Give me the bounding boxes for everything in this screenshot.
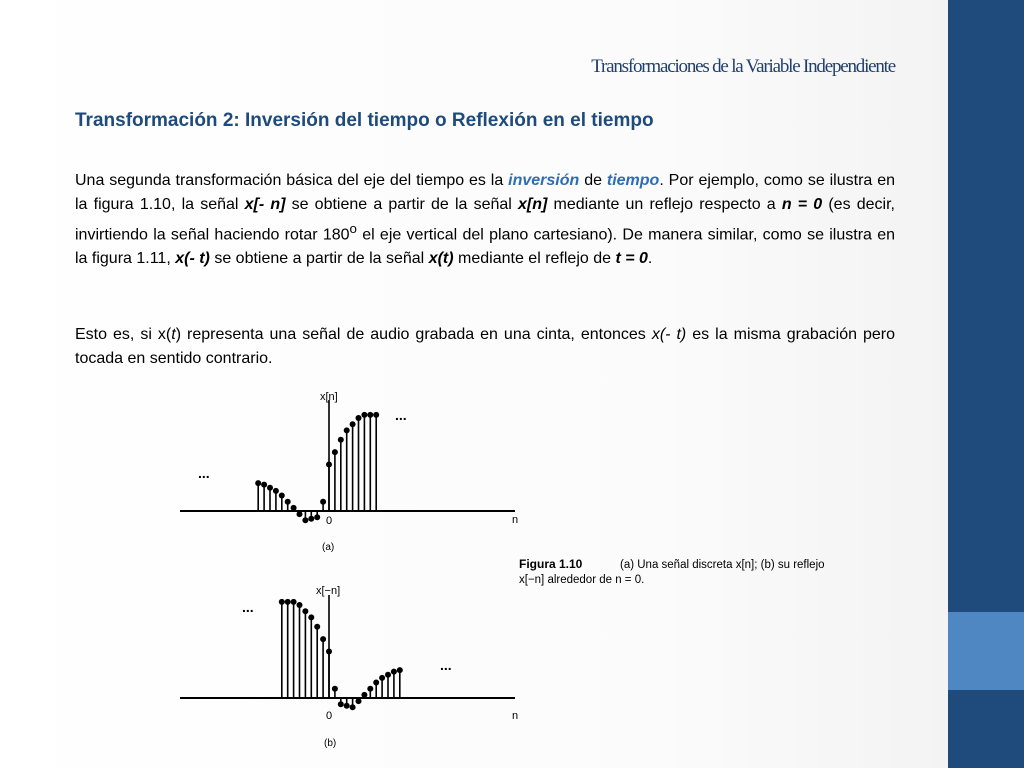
stem-point-a — [273, 488, 279, 494]
stem-point-a — [332, 449, 338, 455]
signal-term: x[n] — [518, 196, 548, 213]
stem-point-a — [320, 499, 326, 505]
stem-point-b — [291, 599, 297, 605]
stem-point-a — [308, 516, 314, 522]
stem-point-a — [356, 415, 362, 421]
stem-point-b — [326, 649, 332, 655]
stem-point-a — [350, 421, 356, 427]
stem-point-a — [361, 412, 367, 418]
y-label-a: x[n] — [320, 391, 338, 403]
stems-a — [255, 412, 379, 523]
paragraph-text: mediante un reflejo respecto a — [547, 196, 782, 213]
stem-point-b — [302, 608, 308, 614]
plot-a — [180, 391, 518, 553]
highlighted-term: inversión — [508, 172, 580, 189]
figure-caption-line-2: x[−n] alrededor de n = 0. — [519, 574, 645, 586]
stem-point-b — [350, 704, 356, 710]
stem-point-a — [291, 505, 297, 511]
paragraph-text: Esto es, si x( — [75, 326, 172, 343]
stem-point-b — [385, 672, 391, 678]
stem-point-b — [338, 701, 344, 707]
stem-point-a — [255, 480, 261, 486]
signal-term: x(t) — [428, 250, 454, 268]
signal-term: x[- n] — [244, 196, 286, 213]
stem-point-a — [373, 412, 379, 418]
origin-label-a: 0 — [326, 515, 333, 527]
figure-1-10 — [170, 380, 860, 760]
plot-b — [180, 585, 518, 749]
highlighted-term: tiempo — [606, 172, 660, 189]
panel-label-a: (a) — [322, 542, 335, 553]
stem-point-a — [302, 517, 308, 523]
paragraph-text: ) representa una señal de audio grabada en una cinta, entonces — [175, 326, 652, 343]
paragraph-text: el eje vertical del plano cartesiano). De manera similar, como se ilustra en la figura 1.11, — [75, 226, 895, 268]
slide-header-title: Transformaciones de la Variable Independiente — [591, 56, 895, 77]
stem-point-a — [338, 437, 344, 443]
italic-term: x(- t) — [651, 326, 687, 343]
sidebar-accent-middle — [948, 612, 1024, 690]
stem-point-b — [332, 686, 338, 692]
paragraph-text: se obtiene a partir de la señal — [209, 250, 429, 268]
stem-point-a — [367, 412, 373, 418]
stem-point-a — [314, 514, 320, 520]
sidebar-accent-top — [948, 0, 1024, 612]
stem-point-b — [397, 667, 403, 673]
stem-point-b — [373, 680, 379, 686]
ellipsis-left-b: ... — [242, 599, 254, 615]
stem-point-a — [285, 499, 291, 505]
paragraph-text: Una segunda transformación básica del eje del tiempo es la — [75, 172, 509, 189]
paragraph-text: es la misma grabación pero tocada en sentido contrario. — [75, 326, 896, 367]
stem-plots-svg — [170, 380, 860, 760]
stem-point-b — [285, 599, 291, 605]
paragraph-text: de — [579, 172, 607, 189]
paragraph-text: (es decir, invirtiendo la señal haciendo rotar 180 — [75, 196, 895, 244]
degree-superscript: o — [349, 221, 357, 236]
section-title: Transformación 2: Inversión del tiempo o Reflexión en el tiempo — [75, 110, 654, 131]
stem-point-b — [356, 698, 362, 704]
figure-caption-label: Figura 1.10 — [519, 557, 583, 571]
stem-point-a — [344, 427, 350, 433]
paragraph-text: mediante el reflejo de — [453, 250, 616, 268]
figure-caption-line-1: (a) Una señal discreta x[n]; (b) su reflejo — [620, 559, 825, 571]
stem-point-b — [320, 636, 326, 642]
equation-term: t = 0 — [615, 250, 648, 268]
stem-point-b — [344, 703, 350, 709]
y-label-b: x[−n] — [316, 585, 341, 597]
paragraph-text: . — [647, 250, 653, 268]
stem-point-a — [297, 511, 303, 517]
paragraph-2 — [75, 323, 895, 371]
stem-point-b — [279, 599, 285, 605]
origin-label-b: 0 — [326, 710, 333, 722]
paragraph-text: . Por ejemplo, como se ilustra en la figura 1.10, la señal — [75, 172, 895, 213]
x-label-a: n — [512, 514, 519, 526]
stem-point-b — [379, 675, 385, 681]
equation-term: n = 0 — [781, 196, 823, 213]
stem-point-a — [267, 485, 273, 491]
x-label-b: n — [512, 710, 519, 722]
ellipsis-left-a: ... — [198, 465, 210, 481]
stem-point-b — [314, 624, 320, 630]
stem-point-a — [326, 462, 332, 468]
signal-term: x(- t) — [175, 250, 210, 268]
paragraph-1 — [75, 169, 895, 271]
stem-point-b — [391, 669, 397, 675]
stem-point-b — [361, 692, 367, 698]
sidebar-accent-bottom — [948, 690, 1024, 768]
ellipsis-right-b: ... — [440, 657, 452, 673]
stem-point-b — [297, 602, 303, 608]
stem-point-a — [279, 493, 285, 499]
stems-b — [279, 599, 403, 710]
stem-point-b — [308, 614, 314, 620]
ellipsis-right-a: ... — [395, 407, 407, 423]
panel-label-b: (b) — [324, 738, 337, 749]
stem-point-b — [367, 686, 373, 692]
paragraph-text: se obtiene a partir de la señal — [285, 196, 519, 213]
italic-term: t — [171, 326, 176, 343]
stem-point-a — [261, 482, 267, 488]
